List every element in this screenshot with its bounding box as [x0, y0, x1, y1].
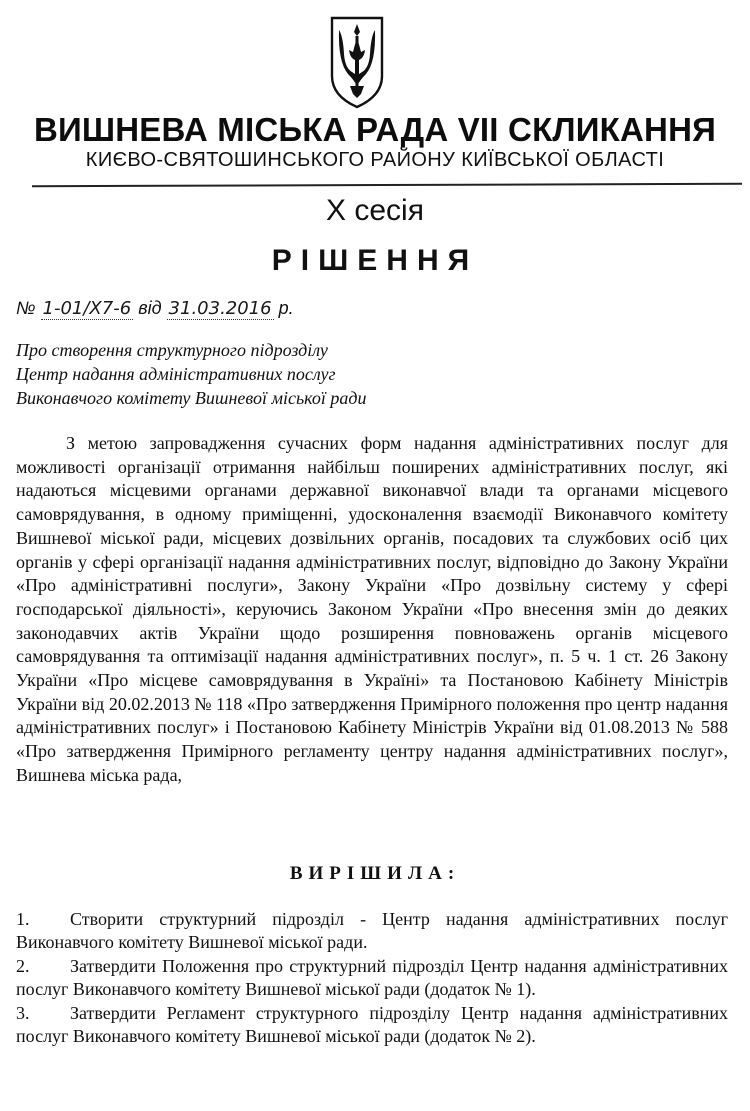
decision-number-line: [16, 296, 516, 321]
session-number: X сесія: [326, 194, 424, 227]
decision-title: РІШЕННЯ: [271, 244, 479, 277]
decision-subject: [16, 338, 476, 410]
council-name: ВИШНЕВА МІСЬКА РАДА VII СКЛИКАННЯ: [33, 111, 717, 148]
date-label: від: [138, 298, 162, 318]
header-divider: [32, 183, 742, 187]
resolution-item: [16, 908, 728, 954]
resolution-items: [16, 908, 728, 1049]
resolution-item: [16, 1002, 728, 1048]
year-suffix: р.: [278, 298, 294, 318]
item-text: Затвердити Положення про структурний підрозділ Центр надання адміністративних послуг Виконавчого комітету Вишневої міської ради (додаток № 1).: [16, 956, 728, 999]
trident-coat-of-arms-icon: [328, 14, 386, 110]
district-name: КИЄВО-СВЯТОШИНСЬКОГО РАЙОНУ КИЇВСЬКОЇ ОБЛАСТІ: [85, 149, 665, 171]
item-number: 3.: [16, 1003, 30, 1023]
item-number: 2.: [16, 956, 30, 976]
resolution-item: [16, 955, 728, 1001]
decision-number: 1-01/X7-6: [42, 298, 132, 319]
item-text: Затвердити Регламент структурного підрозділу Центр надання адміністративних послуг Виконавчого комітету Вишневої міської ради (додаток № 2).: [16, 1003, 728, 1046]
resolved-heading: ВИРІШИЛА:: [289, 863, 461, 884]
preamble-paragraph: З метою запровадження сучасних форм надання адміністративних послуг для можливості організації отримання найбільш поширених адміністративних послуг, які надаються місцевими органами державної виконавчої влади та органами місцевого самоврядування, в одному приміщенні, удосконалення взаємодії Виконавчого комітету Вишневої міської ради, місцевих дозвільних органів, посадових та службових осіб цих органів у сфері організації надання адміністративних послуг, відповідно до Закону України «Про адміністративні послуги», Закону України «Про дозвільну систему у сфері господарської діяльності», керуючись Законом України «Про внесення змін до деяких законодавчих актів України щодо розширення повноважень органів місцевого самоврядування та оптимізації надання адміністративних послуг», п. 5 ч. 1 ст. 26 Закону України «Про місцеве самоврядування в Україні» та Постановою Кабінету Міністрів України від 20.02.2013 № 118 «Про затвердження Примірного положення про центр надання адміністративних послуг» і Постановою Кабінету Міністрів України від 01.08.2013 № 588 «Про затвердження Примірного регламенту центру надання адміністративних послуг», Вишнева міська рада,: [16, 433, 728, 785]
number-label: №: [16, 298, 36, 318]
subject-line: Центр надання адміністративних послуг: [16, 364, 336, 384]
item-text: Створити структурний підрозділ - Центр надання адміністративних послуг Виконавчого комітету Вишневої міської ради.: [16, 909, 728, 952]
subject-line: Виконавчого комітету Вишневої міської ради: [16, 388, 367, 408]
item-number: 1.: [16, 909, 30, 929]
decision-date: 31.03.2016: [168, 298, 272, 319]
subject-line: Про створення структурного підрозділу: [16, 340, 328, 360]
